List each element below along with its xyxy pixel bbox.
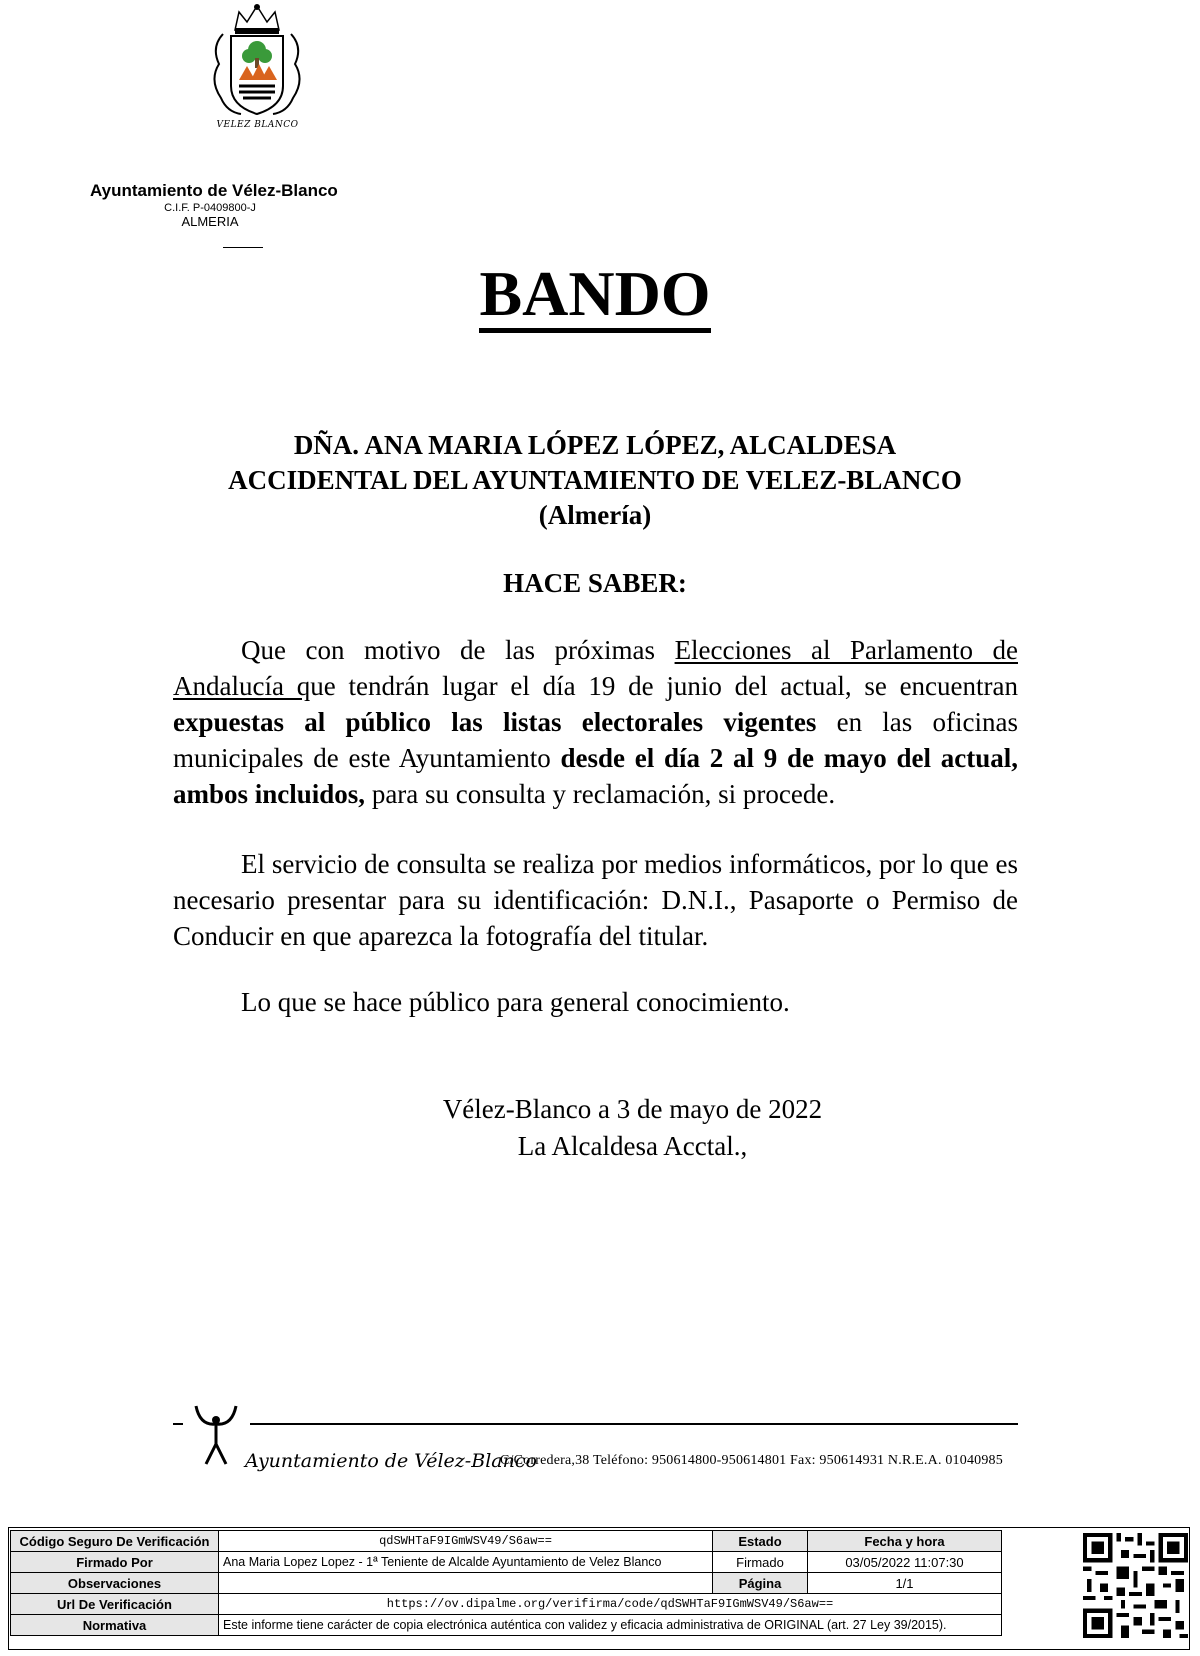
firmado-value: Ana Maria Lopez Lopez - 1ª Teniente de Alcalde Ayuntamiento de Velez Blanco (219, 1552, 713, 1573)
fecha-label: Fecha y hora (808, 1531, 1002, 1552)
paragraph-text: El servicio de consulta se realiza por medios informáticos, por lo que es necesario presentar para su identificación: D.N.I., Pasaporte o Permiso de Conducir en que aparezca la fotografía del titular. (173, 849, 1018, 951)
municipal-crest-emblem (205, 2, 310, 130)
table-row (11, 1594, 1002, 1615)
table-row (11, 1531, 1002, 1552)
organization-header (90, 181, 390, 229)
document-title (0, 258, 1200, 333)
paragraph-text: Lo que se hace público para general conocimiento. (241, 987, 790, 1017)
paragraph-bold-text: desde el día 2 al 9 de mayo del actual, ambos incluidos, (173, 743, 1018, 809)
issuer-heading (120, 428, 1070, 533)
paragraph-underlined-text: Elecciones al Parlamento de Andalucía q (173, 635, 1018, 701)
header-divider (223, 247, 263, 248)
csv-value: qdSWHTaF9IGmWSV49/S6aw== (219, 1531, 713, 1552)
body-paragraph-elections (173, 632, 1018, 812)
paragraph-text: en las oficinas municipales de este Ayuntamiento (173, 707, 1018, 773)
csv-label: Código Seguro De Verificación (11, 1531, 219, 1552)
firmado-label: Firmado Por (11, 1552, 219, 1573)
pagina-label: Página (713, 1573, 808, 1594)
pagina-value: 1/1 (808, 1573, 1002, 1594)
paragraph-bold-text: expuestas al público las listas electorales vigentes (173, 707, 817, 737)
observaciones-value (219, 1573, 713, 1594)
organization-cif: C.I.F. P-0409800-J (164, 202, 256, 214)
table-row (11, 1615, 1002, 1636)
footer-indalo-icon (190, 1398, 242, 1468)
verification-table (10, 1530, 1002, 1636)
paragraph-text: para su consulta y reclamación, si procede. (365, 779, 836, 809)
qr-code-icon[interactable] (1083, 1533, 1188, 1638)
organization-province: ALMERIA (181, 214, 239, 229)
crest-caption: VELEZ BLANCO (216, 120, 299, 130)
footer-divider (250, 1423, 1018, 1425)
footer-organization-name: Ayuntamiento de Vélez-Blanco (245, 1450, 537, 1472)
issuer-heading-line: DÑA. ANA MARIA LÓPEZ LÓPEZ, ALCALDESA (293, 430, 897, 460)
fecha-value: 03/05/2022 11:07:30 (808, 1552, 1002, 1573)
body-paragraph-identification (173, 846, 1018, 954)
document-title-text: BANDO (479, 262, 710, 333)
hace-saber-heading: HACE SABER: (503, 568, 687, 598)
body-paragraph-closing (173, 984, 1018, 1020)
table-row (11, 1573, 1002, 1594)
issuer-heading-line: (Almería) (538, 500, 652, 530)
observaciones-label: Observaciones (11, 1573, 219, 1594)
normativa-label: Normativa (11, 1615, 219, 1636)
estado-value: Firmado (713, 1552, 808, 1573)
issuer-heading-line: ACCIDENTAL DEL AYUNTAMIENTO DE VELEZ-BLANCO (228, 465, 962, 495)
paragraph-text: Que con motivo de las próximas (241, 635, 675, 665)
footer-divider (173, 1423, 183, 1425)
signer-title: La Alcaldesa Acctal., (517, 1131, 748, 1161)
table-row (11, 1552, 1002, 1573)
paragraph-text: ue tendrán lugar el día 19 de junio del actual, se encuentran (310, 671, 1018, 701)
estado-label: Estado (713, 1531, 808, 1552)
url-label: Url De Verificación (11, 1594, 219, 1615)
normativa-value: Este informe tiene carácter de copia electrónica auténtica con validez y eficacia administrativa de ORIGINAL (art. 27 Ley 39/2015). (219, 1615, 1002, 1636)
footer-address: C/Corredera,38 Teléfono: 950614800-950614801 Fax: 950614931 N.R.E.A. 01040985 (500, 1453, 1003, 1468)
verification-url-link[interactable]: https://ov.dipalme.org/verifirma/code/qdSWHTaF9IGmWSV49/S6aw== (219, 1594, 1002, 1615)
organization-name: Ayuntamiento de Vélez-Blanco (90, 181, 338, 200)
place-and-date: Vélez-Blanco a 3 de mayo de 2022 (442, 1094, 823, 1124)
